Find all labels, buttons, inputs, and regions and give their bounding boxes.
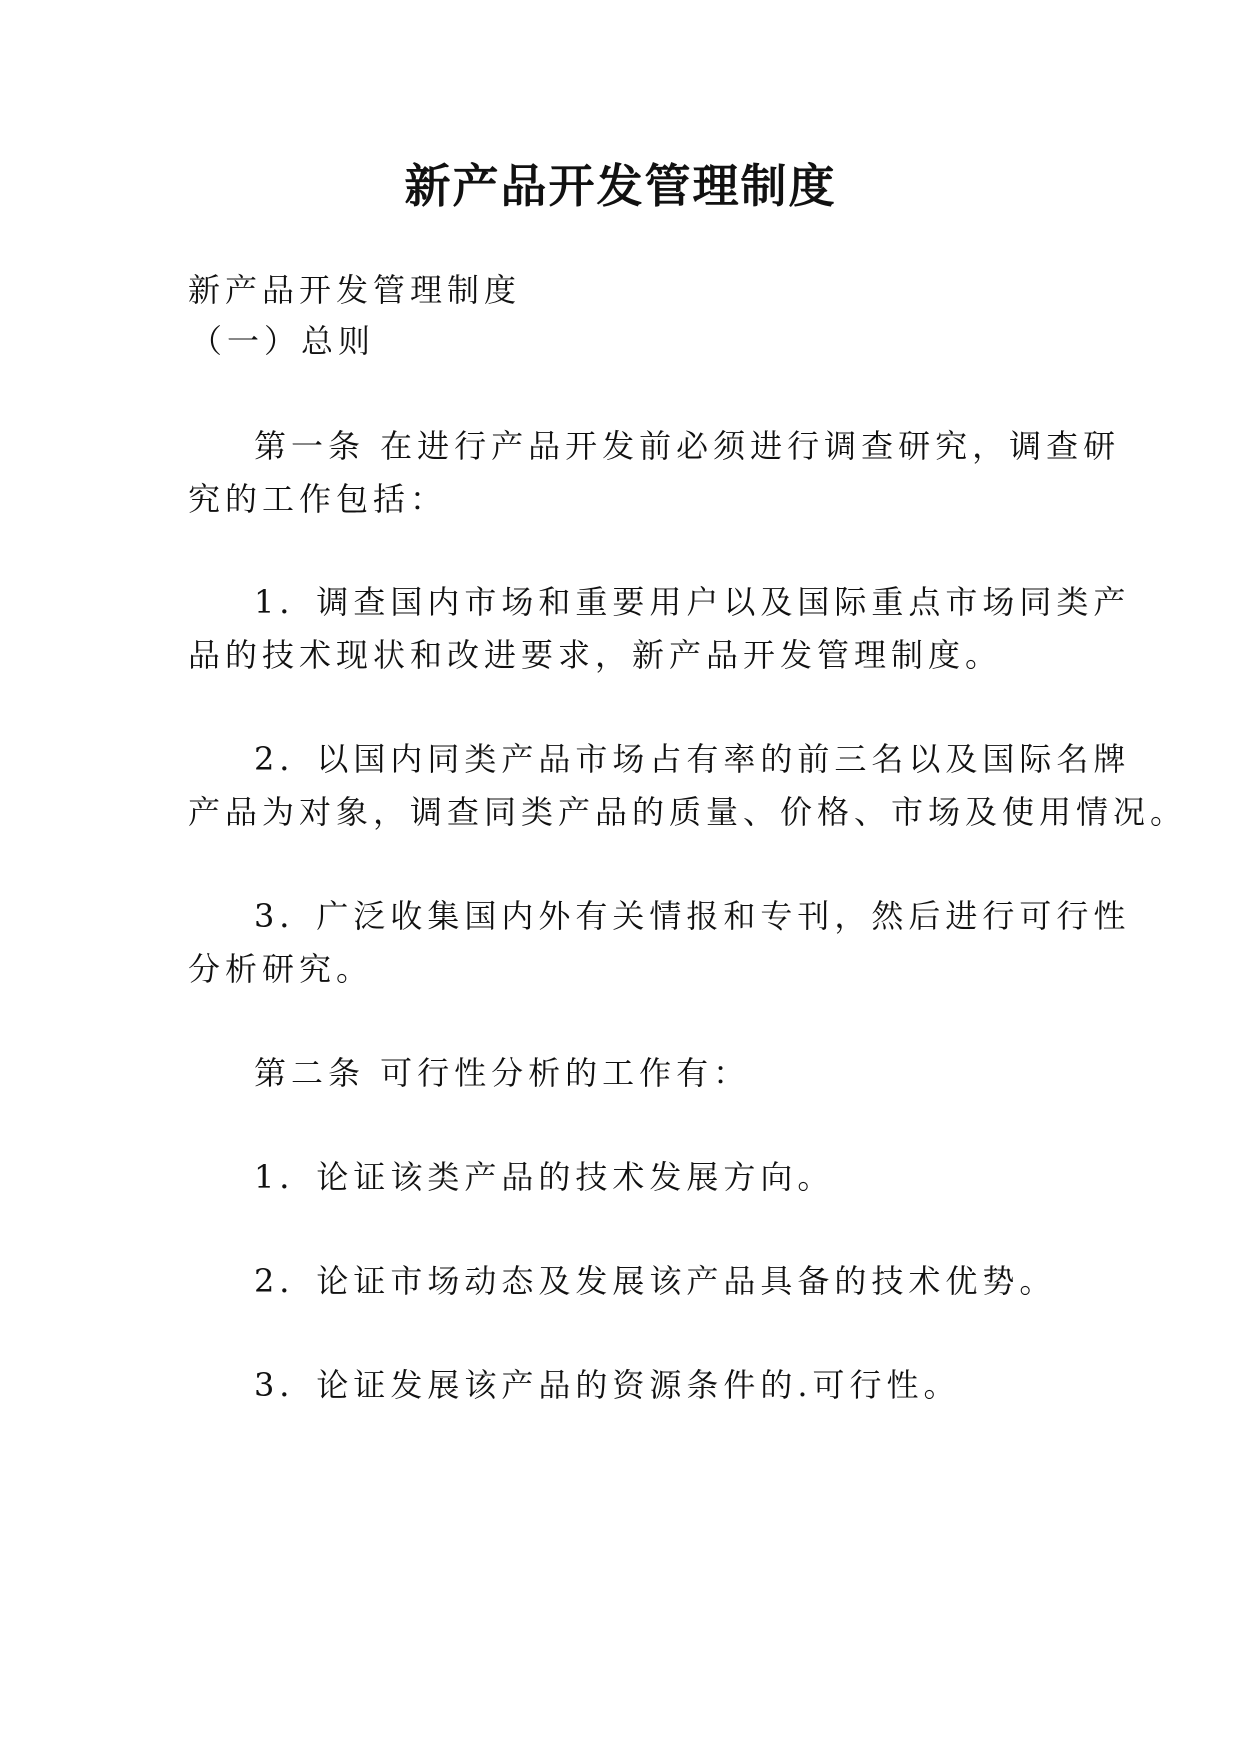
document-title: 新产品开发管理制度 (404, 159, 837, 213)
article-2-item-3: 3．论证发展该产品的资源条件的.可行性。 (254, 1366, 961, 1404)
article-2-item-2: 2．论证市场动态及发展该产品具备的技术优势。 (254, 1262, 1057, 1300)
article-1-item-1-line-1: 1．调查国内市场和重要用户以及国际重点市场同类产 (254, 583, 1131, 621)
article-1-item-1-line-2: 品的技术现状和改进要求，新产品开发管理制度。 (188, 636, 1003, 674)
article-2-heading: 第二条 可行性分析的工作有： (254, 1054, 751, 1092)
document-subtitle: 新产品开发管理制度 (188, 271, 522, 309)
article-1-item-3-line-2: 分析研究。 (188, 950, 374, 988)
article-1-item-2-line-2: 产品为对象，调查同类产品的质量、价格、市场及使用情况。 (188, 793, 1188, 831)
article-1-line-1: 第一条 在进行产品开发前必须进行调查研究，调查研 (254, 427, 1121, 465)
article-1-item-3-line-1: 3．广泛收集国内外有关情报和专刊，然后进行可行性 (254, 897, 1131, 935)
section-heading: （一）总则 (190, 322, 376, 360)
article-2-item-1: 1．论证该类产品的技术发展方向。 (254, 1158, 835, 1196)
article-1-line-2: 究的工作包括： (188, 480, 448, 518)
article-1-item-2-line-1: 2．以国内同类产品市场占有率的前三名以及国际名牌 (254, 740, 1131, 778)
